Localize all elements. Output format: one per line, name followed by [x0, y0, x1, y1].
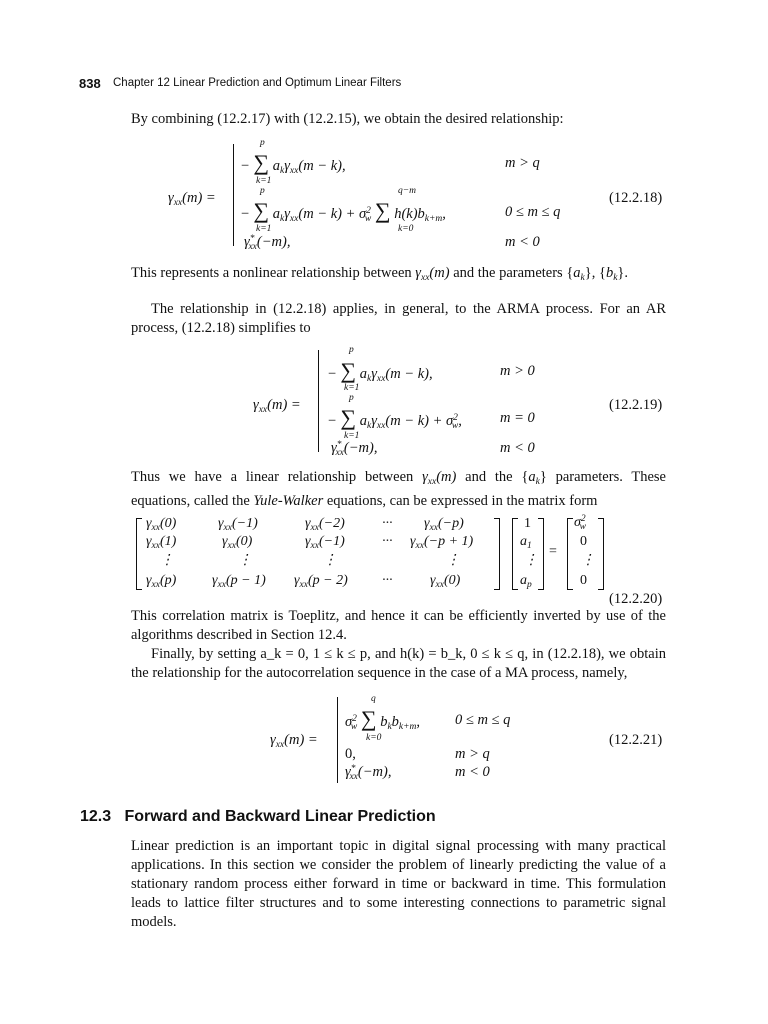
paragraph-nonlinear: This represents a nonlinear relationship between $\gamma_{xx}(m)$ and the parameters $\{a_k\}$, $\{b_k\}$.: [131, 265, 628, 283]
equation-number: (12.2.21): [609, 732, 663, 748]
paragraph-arma: The relationship in (12.2.18) applies, in general, to the ARMA process. For an AR process, (12.2.18) simplifies to: [131, 301, 666, 336]
equation-number: (12.2.18): [609, 190, 663, 206]
paragraph-toeplitz: This correlation matrix is Toeplitz, and hence it can be efficiently inverted by use of the algorithms described in Section 12.4.: [131, 608, 666, 643]
paragraph-intro: By combining (12.2.17) with (12.2.15), we obtain the desired relationship:: [131, 111, 564, 127]
equation-number: (12.2.20): [609, 591, 663, 607]
paragraph-ma-process: Finally, by setting a_k = 0, 1 ≤ k ≤ p, and h(k) = b_k, 0 ≤ k ≤ q, in (12.2.18), we obtain the relationship for the autocorrelation sequence in the case of a MA process, namely,: [131, 646, 666, 681]
section-heading: 12.3 Forward and Backward Linear Prediction: [80, 808, 436, 825]
page-number: 838: [79, 76, 101, 91]
paragraph-linear-prediction: Linear prediction is an important topic in digital signal processing with many practical applications. In this section we consider the problem of linearly predicting the value of a stationary random process either forward in time or backward in time. This formulation leads to lattice filter structures and to some interesting connections to parametric signal models.: [131, 838, 666, 930]
equation-number: (12.2.19): [609, 397, 663, 413]
paragraph-yule-walker: Thus we have a linear relationship between $\gamma_{xx}(m)$ and the $\{a_k\}$ parameters. These equations, called the Yule-Walker equations, can be expressed in the matrix form: [131, 469, 666, 509]
running-title: Chapter 12 Linear Prediction and Optimum Linear Filters: [113, 77, 402, 89]
